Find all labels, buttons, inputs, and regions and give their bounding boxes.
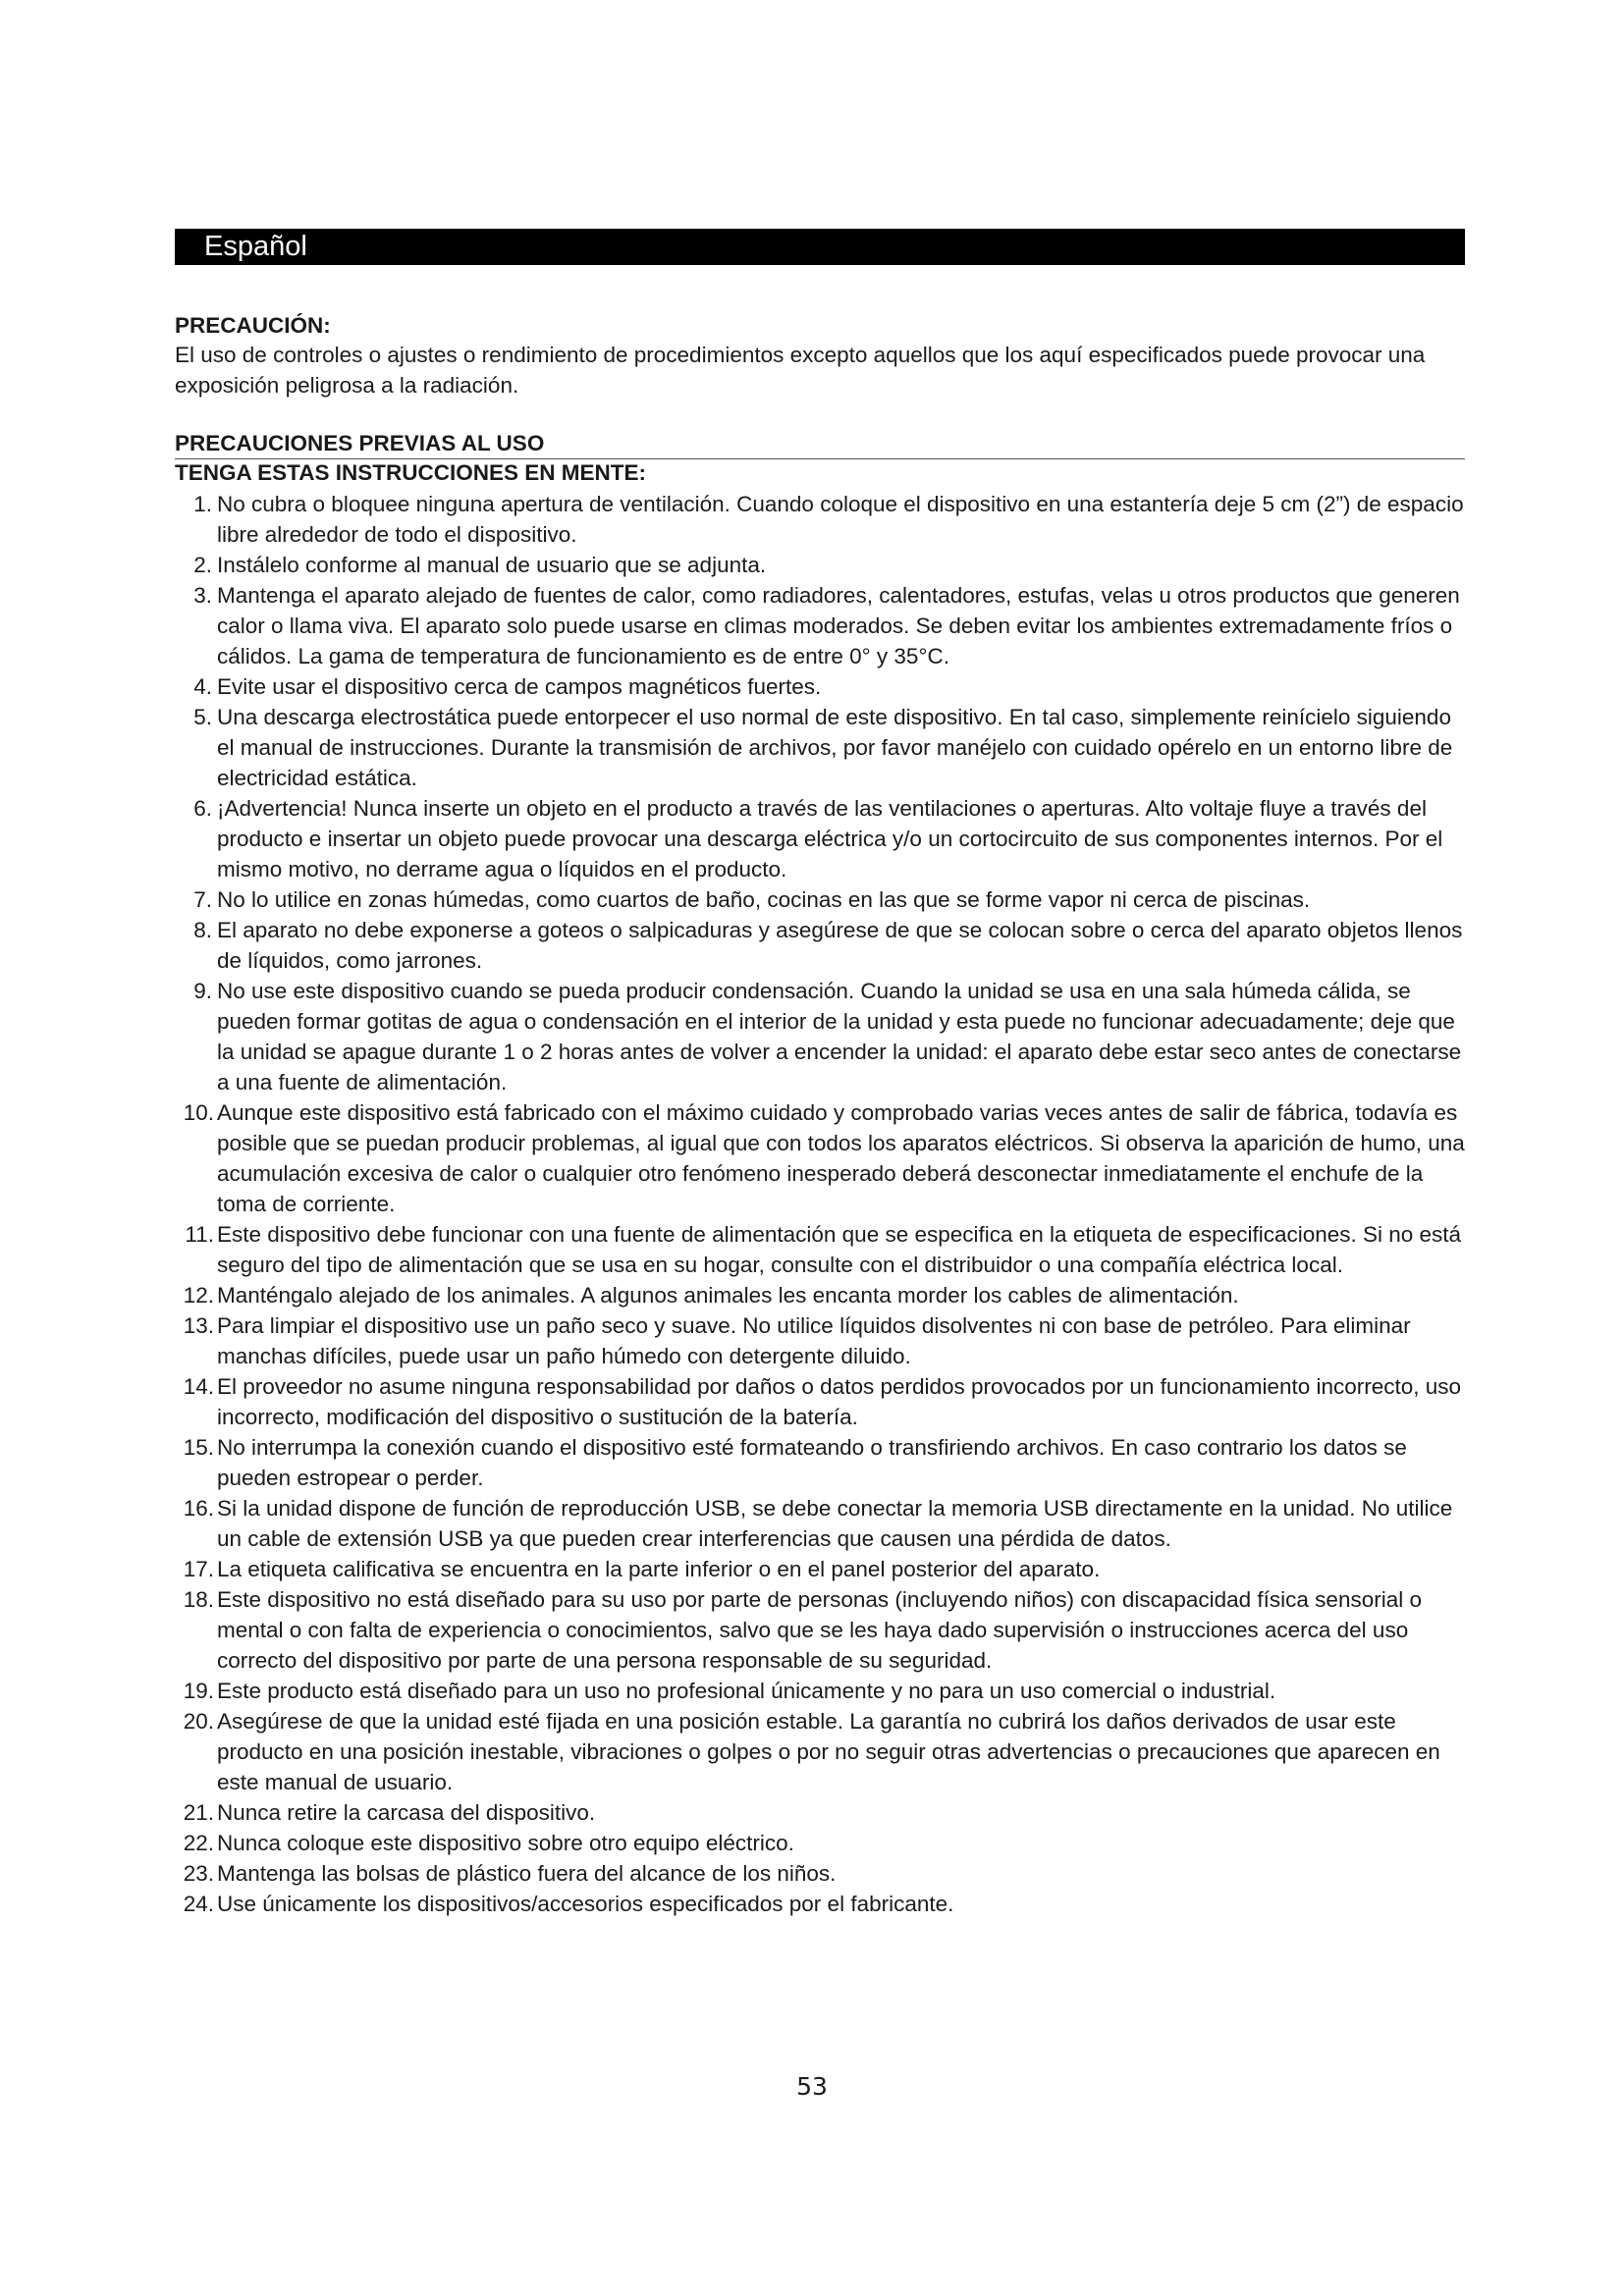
- list-item: [175, 915, 1469, 976]
- item-number: 2.: [193, 553, 212, 577]
- item-text: Asegúrese de que la unidad esté fijada en una posición estable. La garantía no cubrirá los daños derivados de usar este producto en una posición inestable, vibraciones o golpes o por no seguir otras advertencias o precauciones que aparecen en este manual de usuario.: [217, 1709, 1440, 1794]
- item-number: 7.: [193, 887, 212, 912]
- item-text: Nunca retire la carcasa del dispositivo.: [217, 1800, 596, 1825]
- item-number: 20.: [183, 1709, 214, 1734]
- item-text: Manténgalo alejado de los animales. A algunos animales les encanta morder los cables de alimentación.: [217, 1283, 1239, 1308]
- document-body: [175, 312, 1469, 1919]
- list-item: [175, 580, 1469, 671]
- list-item: [175, 1219, 1469, 1280]
- list-item: [175, 1493, 1469, 1554]
- caution-text: El uso de controles o ajustes o rendimiento de procedimientos excepto aquellos que los aquí especificados puede provocar una exposición peligrosa a la radiación.: [175, 343, 1426, 398]
- item-text: No lo utilice en zonas húmedas, como cuartos de baño, cocinas en las que se forme vapor ni cerca de piscinas.: [217, 887, 1311, 912]
- item-text: No use este dispositivo cuando se pueda producir condensación. Cuando la unidad se usa en una sala húmeda cálida, se pueden formar gotitas de agua o condensación en el interior de la unidad y esta puede no funcionar adecuadamente; deje que la unidad se apague durante 1 o 2 horas antes de volver a encender la unidad: el aparato debe estar seco antes de conectarse a una fuente de alimentación.: [217, 979, 1462, 1095]
- list-item: [175, 1706, 1469, 1797]
- item-text: Aunque este dispositivo está fabricado con el máximo cuidado y comprobado varias veces antes de salir de fábrica, todavía es posible que se puedan producir problemas, al igual que con todos los aparatos eléctricos. Si observa la aparición de humo, una acumulación excesiva de calor o cualquier otro fenómeno inesperado deberá desconectar inmediatamente el enchufe de la toma de corriente.: [217, 1100, 1465, 1216]
- item-text: Mantenga las bolsas de plástico fuera del alcance de los niños.: [217, 1861, 837, 1886]
- list-item: [175, 1280, 1469, 1310]
- precautions-title: PRECAUCIONES PREVIAS AL USO: [175, 430, 1465, 459]
- item-number: 6.: [193, 796, 212, 821]
- item-text: No cubra o bloquee ninguna apertura de ventilación. Cuando coloque el dispositivo en una estantería deje 5 cm (2”) de espacio libre alrededor de todo el dispositivo.: [217, 492, 1464, 547]
- item-number: 3.: [193, 583, 212, 608]
- item-text: Mantenga el aparato alejado de fuentes de calor, como radiadores, calentadores, estufas, velas u otros productos que generen calor o llama viva. El aparato solo puede usarse en climas moderados. Se deben evitar los ambientes extremadamente fríos o cálidos. La gama de temperatura de funcionamiento es de entre 0° y 35°C.: [217, 583, 1460, 668]
- item-text: Una descarga electrostática puede entorpecer el uso normal de este dispositivo. En tal caso, simplemente reinícielo siguiendo el manual de instrucciones. Durante la transmisión de archivos, por favor manéjelo con cuidado opérelo en un entorno libre de electricidad estática.: [217, 705, 1453, 790]
- caution-title: PRECAUCIÓN:: [175, 313, 331, 338]
- item-number: 18.: [183, 1587, 214, 1612]
- list-item: [175, 1097, 1469, 1219]
- page-number: 53: [796, 2072, 828, 2101]
- list-item: [175, 1797, 1469, 1828]
- item-number: 19.: [183, 1679, 214, 1703]
- language-header-bar: [175, 229, 1465, 265]
- list-item: [175, 550, 1469, 580]
- item-number: 15.: [183, 1435, 214, 1460]
- item-number: 14.: [183, 1374, 214, 1399]
- list-item: [175, 671, 1469, 702]
- list-item: [175, 793, 1469, 884]
- item-number: 10.: [183, 1100, 214, 1125]
- item-text: Este dispositivo no está diseñado para su uso por parte de personas (incluyendo niños) con discapacidad física sensorial o mental o con falta de experiencia o conocimientos, salvo que se les haya dado supervisión o instrucciones acerca del uso correcto del dispositivo por parte de una persona responsable de su seguridad.: [217, 1587, 1422, 1673]
- item-number: 8.: [193, 918, 212, 942]
- item-text: Este dispositivo debe funcionar con una fuente de alimentación que se especifica en la etiqueta de especificaciones. Si no está seguro del tipo de alimentación que se usa en su hogar, consulte con el distribuidor o una compañía eléctrica local.: [217, 1222, 1462, 1277]
- list-item: [175, 1676, 1469, 1706]
- item-number: 23.: [183, 1861, 214, 1886]
- item-number: 22.: [183, 1831, 214, 1855]
- item-number: 13.: [183, 1313, 214, 1338]
- item-number: 5.: [193, 705, 212, 729]
- item-text: El aparato no debe exponerse a goteos o salpicaduras y asegúrese de que se colocan sobre o cerca del aparato objetos llenos de líquidos, como jarrones.: [217, 918, 1463, 973]
- item-number: 11.: [185, 1222, 214, 1247]
- item-text: Instálelo conforme al manual de usuario que se adjunta.: [217, 553, 767, 577]
- list-item: [175, 976, 1469, 1097]
- item-text: Use únicamente los dispositivos/accesorios especificados por el fabricante.: [217, 1892, 954, 1916]
- list-item: [175, 1554, 1469, 1584]
- item-text: Si la unidad dispone de función de reproducción USB, se debe conectar la memoria USB directamente en la unidad. No utilice un cable de extensión USB ya que pueden crear interferencias que causen una pérdida de datos.: [217, 1496, 1453, 1551]
- list-item: [175, 1584, 1469, 1676]
- item-text: ¡Advertencia! Nunca inserte un objeto en el producto a través de las ventilaciones o aperturas. Alto voltaje fluye a través del producto e insertar un objeto puede provocar una descarga eléctrica y/o un cortocircuito de sus componentes internos. Por el mismo motivo, no derrame agua o líquidos en el producto.: [217, 796, 1443, 881]
- item-text: Este producto está diseñado para un uso no profesional únicamente y no para un uso comercial o industrial.: [217, 1679, 1276, 1703]
- item-number: 9.: [193, 979, 212, 1003]
- list-item: [175, 702, 1469, 793]
- item-number: 16.: [183, 1496, 214, 1521]
- item-number: 4.: [193, 674, 212, 699]
- item-text: El proveedor no asume ninguna responsabilidad por daños o datos perdidos provocados por un funcionamiento incorrecto, uso incorrecto, modificación del dispositivo o sustitución de la batería.: [217, 1374, 1462, 1429]
- item-text: Evite usar el dispositivo cerca de campos magnéticos fuertes.: [217, 674, 822, 699]
- list-item: [175, 884, 1469, 915]
- item-text: La etiqueta calificativa se encuentra en la parte inferior o en el panel posterior del aparato.: [217, 1557, 1101, 1581]
- item-number: 17.: [183, 1557, 214, 1581]
- item-number: 21.: [183, 1800, 214, 1825]
- list-item: [175, 1858, 1469, 1889]
- list-item: [175, 489, 1469, 550]
- language-label: Español: [204, 231, 307, 262]
- item-number: 1.: [193, 492, 212, 516]
- list-item: [175, 1828, 1469, 1858]
- list-item: [175, 1889, 1469, 1919]
- item-text: No interrumpa la conexión cuando el dispositivo esté formateando o transfiriendo archivos. En caso contrario los datos se pueden estropear o perder.: [217, 1435, 1407, 1490]
- item-text: Para limpiar el dispositivo use un paño seco y suave. No utilice líquidos disolventes ni con base de petróleo. Para eliminar manchas difíciles, puede usar un paño húmedo con detergente diluido.: [217, 1313, 1411, 1368]
- list-item: [175, 1432, 1469, 1493]
- item-number: 24.: [183, 1892, 214, 1916]
- item-text: Nunca coloque este dispositivo sobre otro equipo eléctrico.: [217, 1831, 794, 1855]
- precautions-list: [175, 489, 1469, 1919]
- item-number: 12.: [183, 1283, 214, 1308]
- list-item: [175, 1371, 1469, 1432]
- precautions-subtitle: TENGA ESTAS INSTRUCCIONES EN MENTE:: [175, 460, 647, 485]
- list-item: [175, 1310, 1469, 1371]
